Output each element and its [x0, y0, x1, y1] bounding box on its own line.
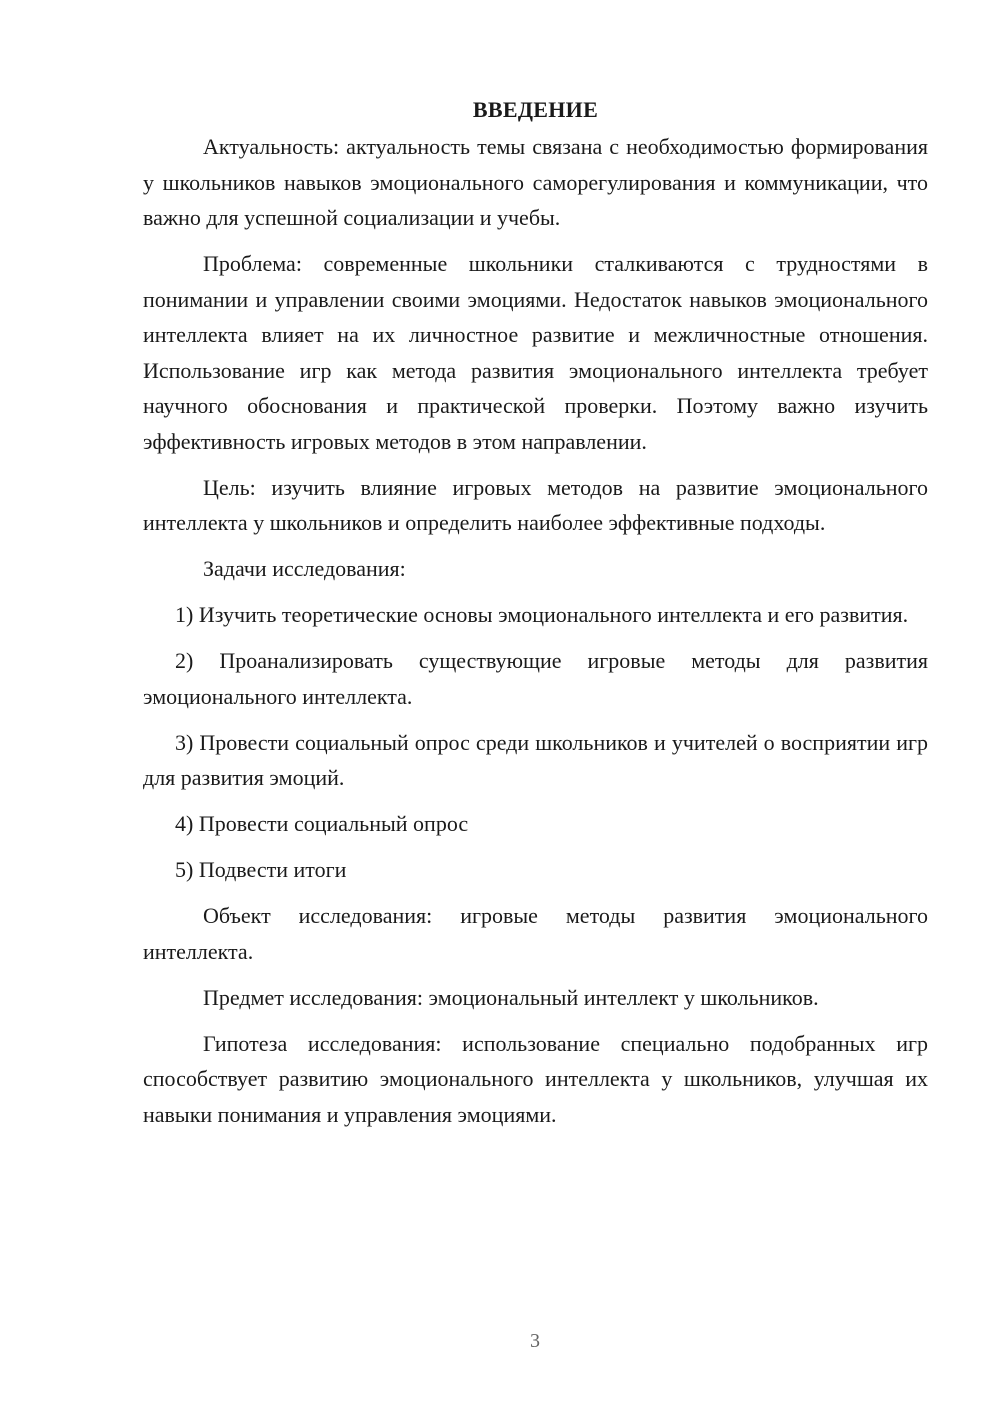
relevance-paragraph: Актуальность: актуальность темы связана с необходимостью формирования у школьников навыков эмоционального саморегулирования и коммуникации, что важно для успешной социализации и учебы. — [143, 134, 928, 230]
subject-paragraph: Предмет исследования: эмоциональный интеллект у школьников. — [203, 984, 819, 1010]
task-item: 4) Провести социальный опрос — [175, 811, 469, 836]
problem-paragraph: Проблема: современные школьники сталкиваются с трудностями в понимании и управлении своими эмоциями. Недостаток навыков эмоционального интеллекта влияет на их личностное развитие и межличностные отношения. Использование игр как метода развития эмоционального интеллекта требует научного обоснования и практической проверки. Поэтому важно изучить эффективность игровых методов в этом направлении. — [143, 251, 928, 454]
task-item: 5) Подвести итоги — [175, 857, 347, 882]
object-paragraph: Объект исследования: игровые методы развития эмоционального интеллекта. — [143, 903, 928, 964]
goal-paragraph: Цель: изучить влияние игровых методов на развитие эмоционального интеллекта у школьников и определить наиболее эффективные подходы. — [143, 474, 928, 535]
section-title: ВВЕДЕНИЕ — [472, 97, 599, 122]
hypothesis-paragraph: Гипотеза исследования: использование специально подобранных игр способствует развитию эмоционального интеллекта у школьников, улучшая их навыки понимания и управления эмоциями. — [143, 1030, 928, 1127]
task-item: 1) Изучить теоретические основы эмоционального интеллекта и его развития. — [175, 602, 909, 627]
tasks-list — [143, 597, 928, 888]
page-number: 3 — [530, 1330, 540, 1352]
document-page — [143, 92, 928, 1143]
tasks-heading: Задачи исследования: — [203, 556, 406, 581]
task-item: 2) Проанализировать существующие игровые методы для развития эмоционального интеллекта. — [143, 648, 928, 709]
task-item: 3) Провести социальный опрос среди школьников и учителей о восприятии игр для развития эмоций. — [143, 729, 928, 790]
